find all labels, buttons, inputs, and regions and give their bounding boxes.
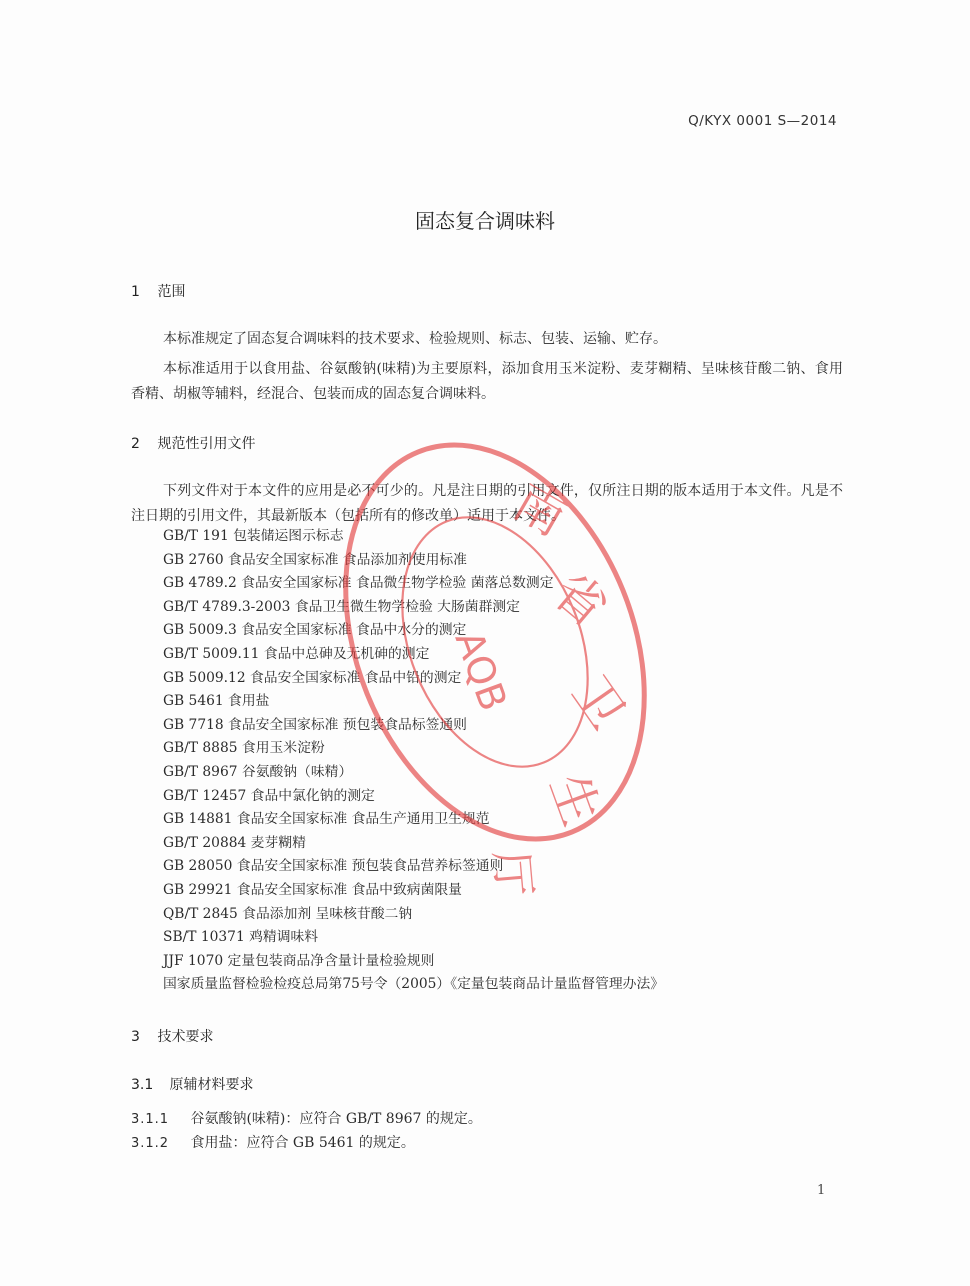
svg-text:AQB: AQB (446, 625, 516, 717)
svg-text:省: 省 (542, 561, 618, 639)
clause-number: 3.1.1 (131, 1112, 170, 1127)
references-intro: 下列文件对于本文件的应用是必不可少的。凡是注日期的引用文件，仅所注日期的版本适用于本文件。凡是不注日期的引用文件，其最新版本（包括所有的修改单）适用于本文件。 (131, 483, 843, 524)
svg-text:厅: 厅 (484, 848, 542, 899)
svg-text:生: 生 (538, 766, 611, 834)
subsection-number: 3.1 (131, 1077, 154, 1093)
standard-code: Q/KYX 0001 S—2014 (688, 113, 837, 129)
reference-item: GB 5461 食用盐 (163, 693, 270, 710)
section-heading-technical (131, 1026, 213, 1046)
reference-item: SB/T 10371 鸡精调味料 (163, 929, 319, 946)
reference-list (163, 525, 664, 997)
reference-item: GB/T 12457 食品中氯化钠的测定 (163, 787, 375, 804)
section-number: 2 (131, 436, 140, 452)
subsection-heading-materials (131, 1074, 253, 1094)
svg-text:卫: 卫 (560, 665, 637, 740)
reference-item: GB 5009.3 食品安全国家标准 食品中水分的测定 (163, 622, 467, 639)
reference-item: GB 7718 食品安全国家标准 预包装食品标签通则 (163, 716, 467, 733)
reference-item: GB 5009.12 食品安全国家标准 食品中铅的测定 (163, 669, 462, 686)
scope-paragraph-1: 本标准规定了固态复合调味料的技术要求、检验规则、标志、包装、运输、贮存。 (163, 331, 667, 347)
page-title: 固态复合调味料 (415, 209, 555, 233)
clause-3-1-1 (131, 1108, 482, 1128)
section-heading-references (131, 433, 255, 453)
section-title: 技术要求 (157, 1029, 214, 1045)
reference-item: GB/T 191 包装储运图示标志 (163, 528, 344, 544)
reference-item: GB 14881 食品安全国家标准 食品生产通用卫生规范 (163, 811, 490, 828)
subsection-title: 原辅材料要求 (169, 1077, 254, 1093)
reference-item: GB 29921 食品安全国家标准 食品中致病菌限量 (163, 881, 462, 898)
section-number: 1 (131, 284, 140, 300)
clause-text: 谷氨酸钠(味精)：应符合 GB/T 8967 的规定。 (190, 1111, 482, 1127)
clause-3-1-2 (131, 1132, 415, 1152)
reference-item: GB/T 5009.11 食品中总砷及无机砷的测定 (163, 645, 430, 662)
section-number: 3 (131, 1029, 140, 1045)
reference-item: QB/T 2845 食品添加剂 呈味核苷酸二钠 (163, 905, 413, 922)
reference-item: GB/T 8885 食用玉米淀粉 (163, 740, 325, 757)
svg-text:南: 南 (504, 472, 577, 548)
reference-item: JJF 1070 定量包装商品净含量计量检验规则 (163, 952, 435, 969)
section-title: 规范性引用文件 (157, 436, 256, 452)
reference-item: GB/T 20884 麦芽糊精 (163, 834, 306, 851)
scope-paragraph-2: 本标准适用于以食用盐、谷氨酸钠(味精)为主要原料，添加食用玉米淀粉、麦芽糊精、呈味核苷酸二钠、食用香精、胡椒等辅料，经混合、包装而成的固态复合调味料。 (131, 361, 843, 402)
reference-item: GB/T 8967 谷氨酸钠（味精） (163, 763, 353, 780)
page-number: 1 (817, 1183, 826, 1198)
reference-item: GB 4789.2 食品安全国家标准 食品微生物学检验 菌落总数测定 (163, 575, 554, 592)
section-heading-scope (131, 281, 185, 301)
reference-item: GB 28050 食品安全国家标准 预包装食品营养标签通则 (163, 858, 504, 875)
clause-text: 食用盐：应符合 GB 5461 的规定。 (190, 1135, 415, 1151)
reference-item: GB 2760 食品安全国家标准 食品添加剂使用标准 (163, 551, 467, 568)
clause-number: 3.1.2 (131, 1136, 170, 1151)
reference-item: GB/T 4789.3-2003 食品卫生微生物学检验 大肠菌群测定 (163, 598, 520, 615)
reference-item: 国家质量监督检验检疫总局第75号令（2005）《定量包装商品计量监督管理办法》 (163, 976, 665, 993)
section-title: 范围 (157, 284, 186, 300)
